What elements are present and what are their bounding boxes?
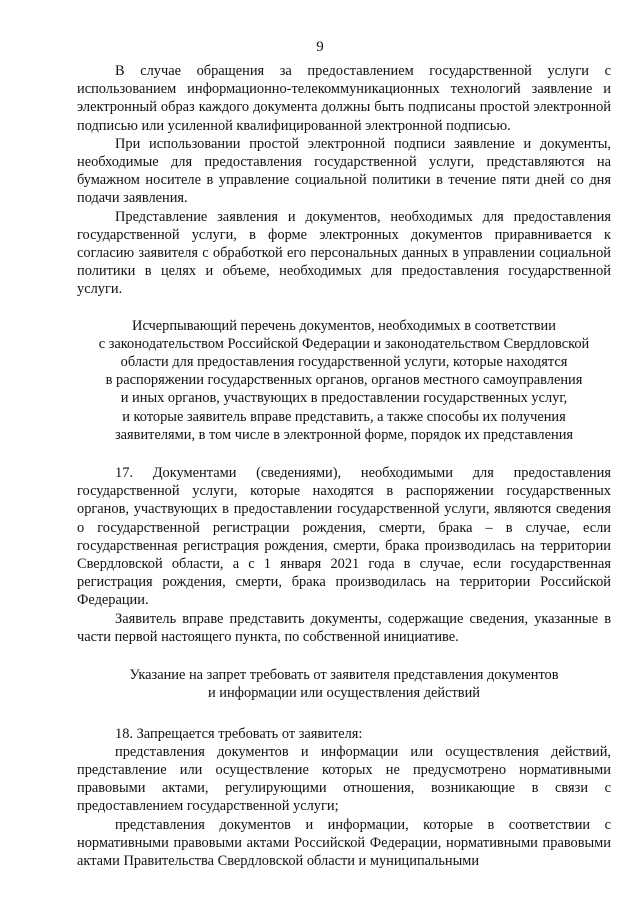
heading-line: в распоряжении государственных органов, органов местного самоуправления bbox=[105, 372, 583, 389]
heading-line: и информации или осуществления действий bbox=[207, 685, 480, 702]
section-heading-documents-list bbox=[77, 317, 611, 444]
paragraph-item-18-documents: представления документов и информации, которые в соответствии с нормативными правовыми актами Российской Федерации, нормативными правовыми актами Правительства Свердловской области и муниципальными bbox=[77, 816, 611, 869]
paragraph-item-18-actions: представления документов и информации или осуществления действий, представление или осуществление которых не предусмотрено нормативными правовыми актами, регулирующими отношения, возникающие в связи с предоставлением государственной услуги; bbox=[77, 743, 611, 815]
heading-line: и иных органов, участвующих в предоставлении государственных услуг, bbox=[120, 390, 568, 407]
paragraph-item-18: 18. Запрещается требовать от заявителя: bbox=[115, 725, 363, 742]
paragraph-consent: Представление заявления и документов, необходимых для предоставления государственной услуги, в форме электронных документов приравнивается к согласию заявителя с обработкой его персональных данных в управлении социальной политики в целях и объеме, необходимых для предоставления государственной услуги. bbox=[77, 208, 611, 298]
page-number: 9 bbox=[316, 39, 324, 55]
heading-line: заявителями, в том числе в электронной форме, порядок их представления bbox=[114, 426, 574, 443]
section-heading-prohibition bbox=[77, 666, 611, 702]
heading-line: с законодательством Российской Федерации и законодательством Свердловской bbox=[98, 335, 590, 352]
heading-line: Указание на запрет требовать от заявителя представления документов bbox=[129, 667, 559, 684]
paragraph-electronic-signature: В случае обращения за предоставлением государственной услуги с использованием информационно-телекоммуникационных технологий заявление и электронный образ каждого документа должны быть подписаны простой электронной подписью или усиленной квалифицированной электронной подписью. bbox=[77, 63, 611, 134]
paragraph-item-17-initiative: Заявитель вправе представить документы, содержащие сведения, указанные в части первой настоящего пункта, по собственной инициативе. bbox=[77, 610, 611, 645]
heading-line: и которые заявитель вправе представить, а также способы их получения bbox=[122, 408, 566, 425]
page-body bbox=[77, 62, 611, 870]
heading-line: Исчерпывающий перечень документов, необходимых в соответствии bbox=[132, 317, 556, 334]
heading-line: области для предоставления государственной услуги, которые находятся bbox=[120, 354, 568, 371]
paragraph-item-17: 17. Документами (сведениями), необходимыми для предоставления государственной услуги, которые находятся в распоряжении государственных органов, участвующих в предоставлении государственной услуги, являются сведения о государственной регистрации рождения, смерти, брака – в случае, если государственная регистрация рождения, смерти, брака производилась на территории Свердловской области, а с 1 января 2021 года в случае, если государственная регистрация рождения, смерти, брака производилась на территории Российской Федерации. bbox=[77, 465, 611, 609]
paragraph-simple-signature: При использовании простой электронной подписи заявление и документы, необходимые для предоставления государственной услуги, представляются на бумажном носителе в управление социальной политики в течение пяти дней со дня подачи заявления. bbox=[77, 135, 611, 207]
